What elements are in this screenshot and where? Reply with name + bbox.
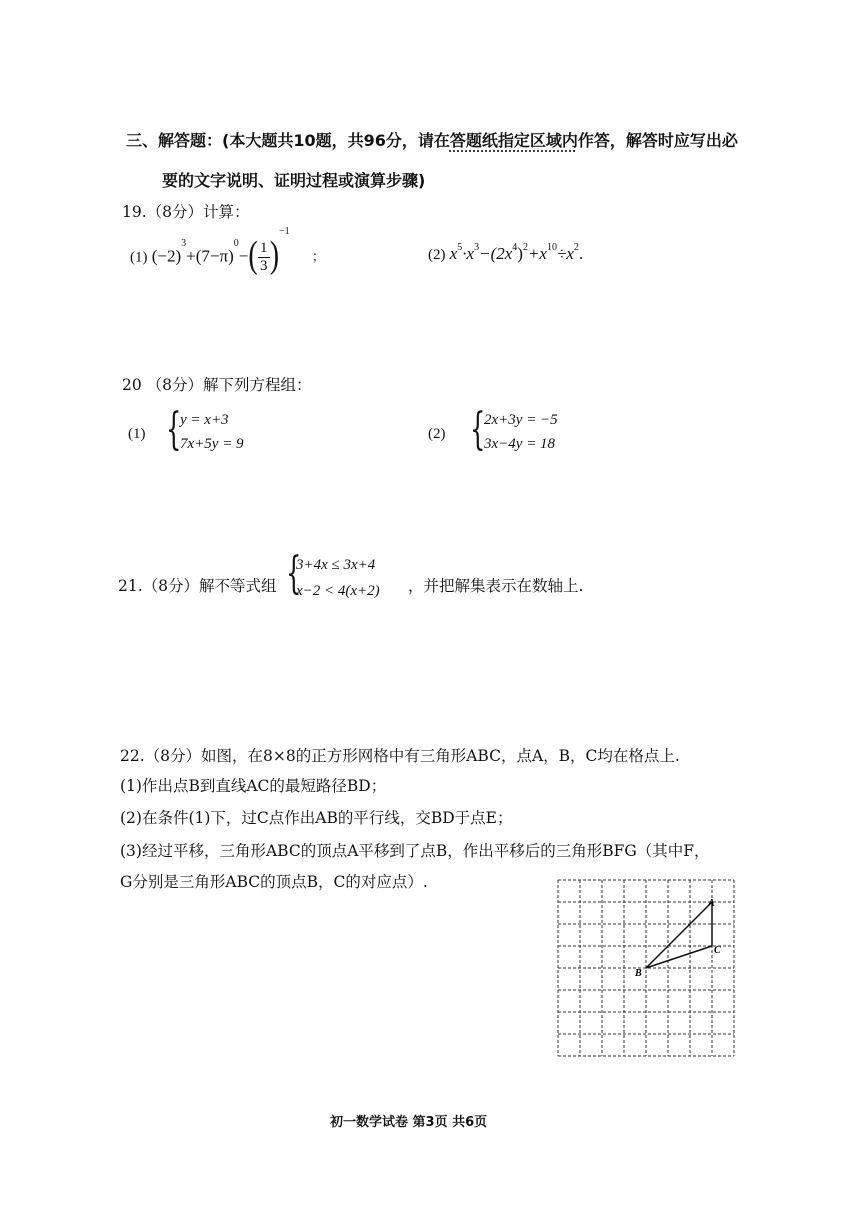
q21-eq1: 3+4x ≤ 3x+4 <box>296 557 376 573</box>
q19-part2-label: (2) <box>428 247 446 263</box>
q19-frac-den: 3 <box>259 258 268 274</box>
q20-part1-eq1: y = x+3 <box>180 412 229 428</box>
q19-part1-label: (1) <box>130 249 148 266</box>
q22-header: 22.（8分）如图，在8×8的正方形网格中有三角形ABC，点A，B，C均在格点上. <box>120 747 680 765</box>
q21-header: 21.（8分）解不等式组 <box>118 577 277 595</box>
section-title-part-a: 三、解答题：(本大题共10题，共96分，请在 <box>126 131 450 150</box>
q21-tail: ，并把解集表示在数轴上. <box>408 577 584 595</box>
q19-part1-term-b: +(7−π) <box>186 246 234 266</box>
q20-part2-label: (2) <box>428 426 446 442</box>
q19-part1-fraction <box>258 240 270 275</box>
q19-part2-e6: 2 <box>573 242 579 253</box>
segment-ab <box>646 902 712 968</box>
q20-header: 20 （8分）解下列方程组： <box>122 376 312 394</box>
q19-part1-exp-c: −1 <box>279 226 290 237</box>
section-title-emphasis: 答题纸指定区域内 <box>449 131 578 150</box>
section-title <box>126 128 738 151</box>
q20-part1-eq2: 7x+5y = 9 <box>180 436 244 452</box>
q19-frac-num: 1 <box>259 240 268 256</box>
q20-part1-label: (1) <box>128 426 146 442</box>
q22-step4: G分别是三角形ABC的顶点B，C的对应点）. <box>120 873 428 891</box>
q19-part2-t6: ÷x <box>556 244 574 263</box>
q20-part2-eq1: 2x+3y = −5 <box>484 412 558 428</box>
q19-part1-end: ； <box>311 249 325 265</box>
q20-part1: (1) { y = x+3 7x+5y = 9 <box>128 404 244 455</box>
q19-part1-term-a: (−2) <box>151 246 182 266</box>
q19-part2-e5: 10 <box>546 242 557 253</box>
segment-bc <box>646 946 712 968</box>
q21-eq2: x−2 < 4(x+2) <box>296 583 380 599</box>
section-title-part-b: 作答，解答时应写出必 <box>577 131 738 150</box>
q19-part1-exp-b: 0 <box>233 238 239 249</box>
q22-step3: (3)经过平移，三角形ABC的顶点A平移到了点B，作出平移后的三角形BFG（其中F， <box>120 842 710 860</box>
label-b: B <box>635 968 642 979</box>
q19-part2-e2: 3 <box>474 242 480 253</box>
q20-part2: (2) { 2x+3y = −5 3x−4y = 18 <box>428 404 558 455</box>
section-title-line2: 要的文字说明、证明过程或演算步骤) <box>162 171 426 190</box>
page-footer: 初一数学试卷 第3页 共6页 <box>330 1115 488 1130</box>
q19-part1-minus: − <box>238 246 249 266</box>
q19-part2-e4: 2 <box>522 242 528 253</box>
q22-step2: (2)在条件(1)下，过C点作出AB的平行线，交BD于点E； <box>120 809 513 827</box>
q19-part2-e3: 4 <box>512 242 518 253</box>
q19-part2-end: . <box>578 244 584 263</box>
q19-part2 <box>428 244 583 264</box>
label-a: A <box>708 898 715 909</box>
q19-part2-t2: ·x <box>462 244 475 263</box>
q22-grid-figure <box>548 872 748 1072</box>
q19-part2-e1: 5 <box>457 242 463 253</box>
q19-part2-t4: ) <box>517 244 523 263</box>
q19-part2-t5: +x <box>527 244 547 263</box>
q19-part2-t3: −(2x <box>479 244 513 263</box>
triangle-abc <box>646 902 712 968</box>
q19-part2-t1: x <box>449 244 458 263</box>
q19-part1-exp-a: 3 <box>181 238 187 249</box>
q19-part1: (1) $(-2)^3+(7-\pi)^0-$( $\frac{1}{3}$ )$^{-1}$ ； <box>130 226 325 276</box>
q20-part2-eq2: 3x−4y = 18 <box>484 436 556 452</box>
q22-step1: (1)作出点B到直线AC的最短路径BD； <box>120 777 387 795</box>
q19-header: 19.（8分）计算： <box>122 203 250 221</box>
label-c: C <box>714 945 721 956</box>
